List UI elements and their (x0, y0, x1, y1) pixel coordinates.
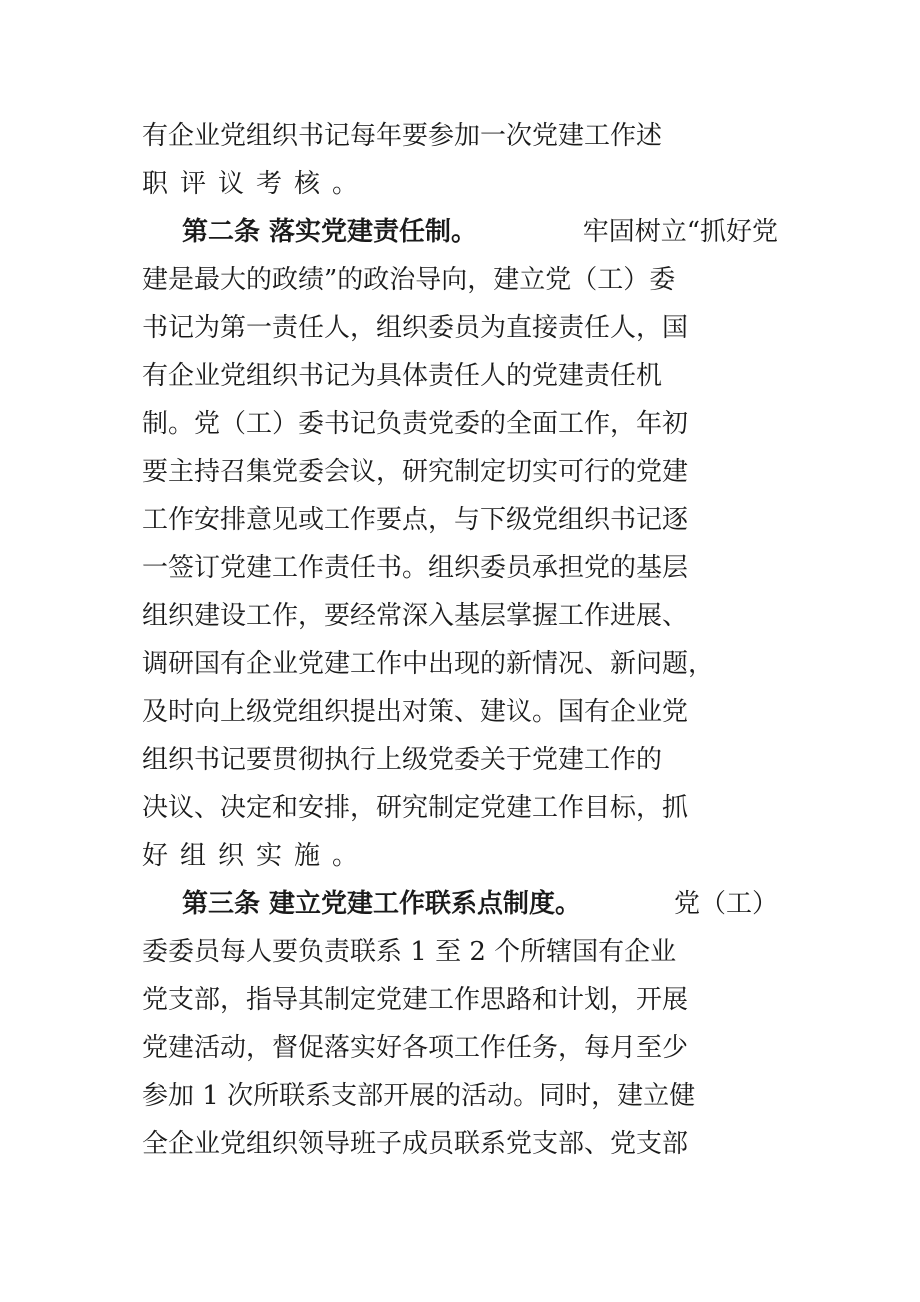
line-text: 牢固树立“抓好党 (582, 217, 778, 247)
text-line (142, 356, 778, 396)
line-text: 组织建设工作，要经常深入基层掌握工作进展、 (142, 601, 689, 631)
line-text: 党建活动，督促落实好各项工作任务，每月至少 (142, 1033, 689, 1063)
line-text: 有企业党组织书记为具体责任人的党建责任机 (142, 361, 663, 391)
line-text: 职评议考核。 (142, 169, 371, 199)
line-text: 全企业党组织领导班子成员联系党支部、党支部 (142, 1129, 689, 1159)
article-3-title: 第三条 建立党建工作联系点制度。 (182, 889, 582, 919)
text-line (142, 980, 778, 1020)
line-text: 一签订党建工作责任书。组织委员承担党的基层 (142, 553, 689, 583)
text-line (142, 116, 778, 156)
text-line (142, 788, 778, 828)
line-text: 委委员每人要负责联系 1 至 2 个所辖国有企业 (142, 937, 677, 967)
line-text: 参加 1 次所联系支部开展的活动。同时，建立健 (142, 1081, 696, 1111)
line-text: 调研国有企业党建工作中出现的新情况、新问题， (142, 649, 715, 679)
text-line (142, 500, 778, 540)
article-2-title: 第二条 落实党建责任制。 (182, 217, 478, 247)
text-line (142, 404, 778, 444)
line-text: 组织书记要贯彻执行上级党委关于党建工作的 (142, 745, 663, 775)
line-text: 有企业党组织书记每年要参加一次党建工作述 (142, 121, 663, 151)
line-text: 制。党（工）委书记负责党委的全面工作，年初 (142, 409, 689, 439)
line-text: 党支部，指导其制定党建工作思路和计划，开展 (142, 985, 689, 1015)
line-text: 工作安排意见或工作要点，与下级党组织书记逐 (142, 505, 689, 535)
line-text: 建是最大的政绩”的政治导向，建立党（工）委 (142, 265, 676, 295)
text-line (142, 308, 778, 348)
text-line (142, 596, 778, 636)
line-text: 好组织实施。 (142, 841, 371, 871)
text-line (142, 548, 778, 588)
text-line (142, 692, 778, 732)
line-text: 党（工） (673, 889, 778, 919)
text-line (142, 164, 778, 204)
line-text: 书记为第一责任人，组织委员为直接责任人，国 (142, 313, 689, 343)
text-line (142, 1076, 778, 1116)
text-line (142, 1124, 778, 1164)
text-line (142, 932, 778, 972)
text-line (142, 1028, 778, 1068)
article-heading-line (182, 884, 778, 924)
text-line (142, 836, 778, 876)
text-line (142, 260, 778, 300)
text-line (142, 740, 778, 780)
article-heading-line (182, 212, 778, 252)
line-text: 及时向上级党组织提出对策、建议。国有企业党 (142, 697, 689, 727)
text-line (142, 452, 778, 492)
line-text: 要主持召集党委会议，研究制定切实可行的党建 (142, 457, 689, 487)
line-text: 决议、决定和安排，研究制定党建工作目标，抓 (142, 793, 689, 823)
text-line (142, 644, 778, 684)
